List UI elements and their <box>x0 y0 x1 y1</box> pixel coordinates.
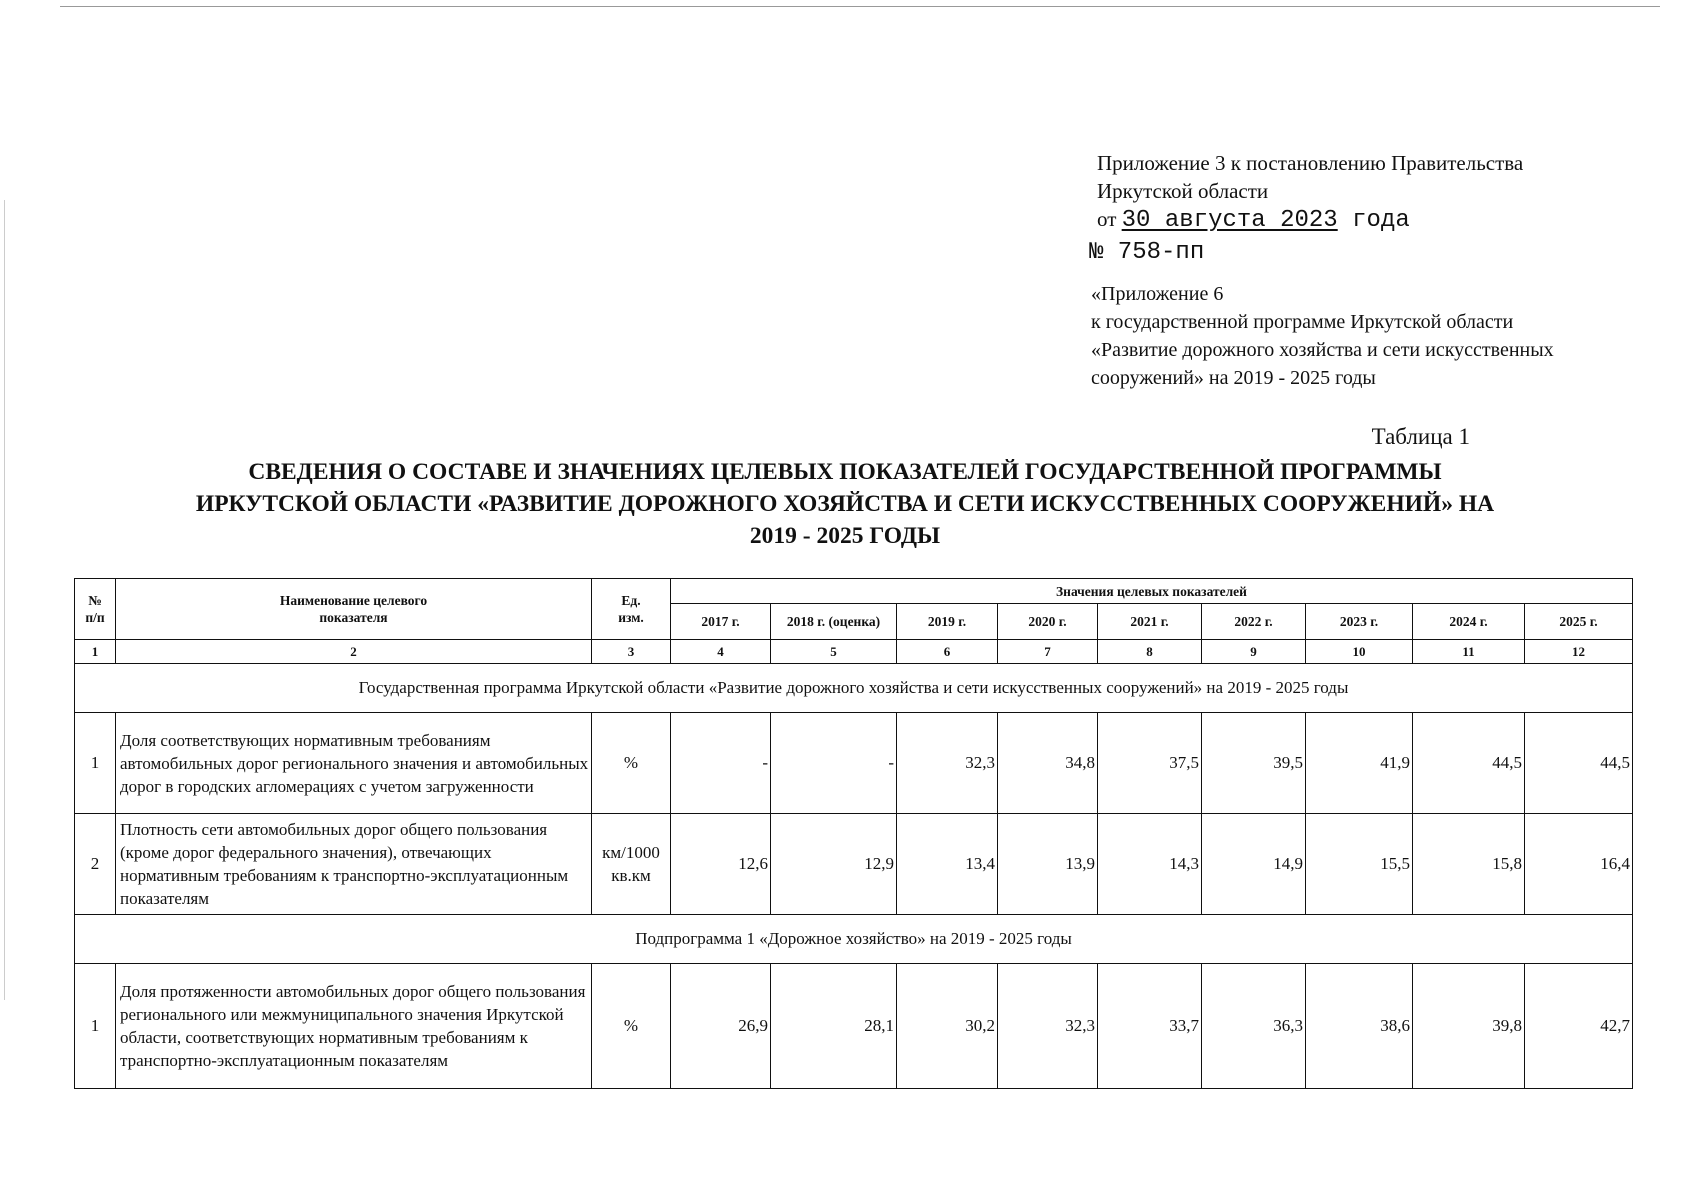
title-line-3: 2019 - 2025 ГОДЫ <box>749 523 941 549</box>
row-value: 37,5 <box>1098 713 1202 814</box>
row-value: 44,5 <box>1525 713 1633 814</box>
resolution-date <box>1097 205 1523 235</box>
title-line-2: ИРКУТСКОЙ ОБЛАСТИ «РАЗВИТИЕ ДОРОЖНОГО ХОЗЯЙСТВА И СЕТИ ИСКУССТВЕННЫХ СООРУЖЕНИЙ» НА <box>195 491 1495 517</box>
column-number: 11 <box>1413 640 1525 664</box>
column-number: 3 <box>592 640 671 664</box>
row-value: 15,8 <box>1413 814 1525 915</box>
column-number: 8 <box>1098 640 1202 664</box>
section-row <box>75 664 1633 713</box>
header-year: 2024 г. <box>1413 604 1525 640</box>
row-number: 1 <box>75 713 116 814</box>
row-unit: % <box>592 964 671 1089</box>
date-value: 30 августа 2023 <box>1121 207 1338 234</box>
row-value: 32,3 <box>897 713 998 814</box>
column-number: 7 <box>998 640 1098 664</box>
column-number: 6 <box>897 640 998 664</box>
column-number: 1 <box>75 640 116 664</box>
appendix-line-4: сооружений» на 2019 - 2025 годы <box>1091 367 1376 389</box>
header-num: № п/п <box>75 579 116 640</box>
row-value: - <box>671 713 771 814</box>
appendix-reference <box>1091 280 1554 392</box>
resolution-line-1: Приложение 3 к постановлению Правительства <box>1097 151 1524 175</box>
column-number: 9 <box>1202 640 1306 664</box>
resolution-reference <box>1089 149 1524 267</box>
table-row <box>75 713 1633 814</box>
column-number: 5 <box>771 640 897 664</box>
row-value: 16,4 <box>1525 814 1633 915</box>
header-year: 2018 г. (оценка) <box>771 604 897 640</box>
scan-top-edge <box>60 6 1660 7</box>
row-value: 15,5 <box>1306 814 1413 915</box>
column-number: 2 <box>116 640 592 664</box>
row-number: 1 <box>75 964 116 1089</box>
row-value: 12,9 <box>771 814 897 915</box>
date-suffix: года <box>1337 207 1410 234</box>
table-row <box>75 814 1633 915</box>
row-value: 42,7 <box>1525 964 1633 1089</box>
row-value: 39,5 <box>1202 713 1306 814</box>
row-value: 32,3 <box>998 964 1098 1089</box>
row-value: 26,9 <box>671 964 771 1089</box>
table-header-row <box>75 579 1633 604</box>
row-value: 33,7 <box>1098 964 1202 1089</box>
indicators-table <box>74 578 1633 1089</box>
row-value: 13,9 <box>998 814 1098 915</box>
scan-left-edge <box>4 200 5 1000</box>
column-numbers-row <box>75 640 1633 664</box>
title-line-1: СВЕДЕНИЯ О СОСТАВЕ И ЗНАЧЕНИЯХ ЦЕЛЕВЫХ ПОКАЗАТЕЛЕЙ ГОСУДАРСТВЕННОЙ ПРОГРАММЫ <box>248 459 1442 485</box>
row-value: 13,4 <box>897 814 998 915</box>
header-year: 2025 г. <box>1525 604 1633 640</box>
row-indicator-name: Доля соответствующих нормативным требованиям автомобильных дорог регионального значения и автомобильных дорог в городских агломерациях с учетом загруженности <box>116 713 592 814</box>
page-title <box>40 456 1650 552</box>
header-year: 2022 г. <box>1202 604 1306 640</box>
header-year: 2017 г. <box>671 604 771 640</box>
section-program-title: Государственная программа Иркутской области «Развитие дорожного хозяйства и сети искусственных сооружений» на 2019 - 2025 годы <box>75 664 1633 713</box>
date-prefix: от <box>1097 207 1122 231</box>
section-row <box>75 915 1633 964</box>
header-values-group: Значения целевых показателей <box>671 579 1633 604</box>
row-value: 39,8 <box>1413 964 1525 1089</box>
header-unit: Ед. изм. <box>592 579 671 640</box>
column-number: 12 <box>1525 640 1633 664</box>
row-indicator-name: Доля протяженности автомобильных дорог общего пользования регионального или межмуниципального значения Иркутской области, соответствующих нормативным требованиям к транспортно-эксплуатационным показателям <box>116 964 592 1089</box>
row-unit: % <box>592 713 671 814</box>
column-number: 4 <box>671 640 771 664</box>
appendix-line-3: «Развитие дорожного хозяйства и сети искусственных <box>1091 339 1554 361</box>
row-value: 34,8 <box>998 713 1098 814</box>
row-value: 30,2 <box>897 964 998 1089</box>
row-value: 28,1 <box>771 964 897 1089</box>
row-value: - <box>771 713 897 814</box>
appendix-line-2: к государственной программе Иркутской области <box>1091 311 1514 333</box>
row-indicator-name: Плотность сети автомобильных дорог общего пользования (кроме дорог федерального значения), отвечающих нормативным требованиям к транспортно-эксплуатационным показателям <box>116 814 592 915</box>
resolution-line-2: Иркутской области <box>1097 179 1269 203</box>
row-number: 2 <box>75 814 116 915</box>
table-label: Таблица 1 <box>1371 424 1470 449</box>
row-value: 36,3 <box>1202 964 1306 1089</box>
header-name: Наименование целевого показателя <box>116 579 592 640</box>
header-year: 2020 г. <box>998 604 1098 640</box>
row-value: 14,3 <box>1098 814 1202 915</box>
resolution-number: № 758-пп <box>1089 239 1205 266</box>
table-row <box>75 964 1633 1089</box>
header-year: 2021 г. <box>1098 604 1202 640</box>
appendix-line-1: «Приложение 6 <box>1091 283 1224 305</box>
row-value: 14,9 <box>1202 814 1306 915</box>
row-unit: км/1000 кв.км <box>592 814 671 915</box>
header-year: 2019 г. <box>897 604 998 640</box>
row-value: 41,9 <box>1306 713 1413 814</box>
section-subprogram-title: Подпрограмма 1 «Дорожное хозяйство» на 2019 - 2025 годы <box>75 915 1633 964</box>
column-number: 10 <box>1306 640 1413 664</box>
header-year: 2023 г. <box>1306 604 1413 640</box>
row-value: 44,5 <box>1413 713 1525 814</box>
row-value: 12,6 <box>671 814 771 915</box>
row-value: 38,6 <box>1306 964 1413 1089</box>
